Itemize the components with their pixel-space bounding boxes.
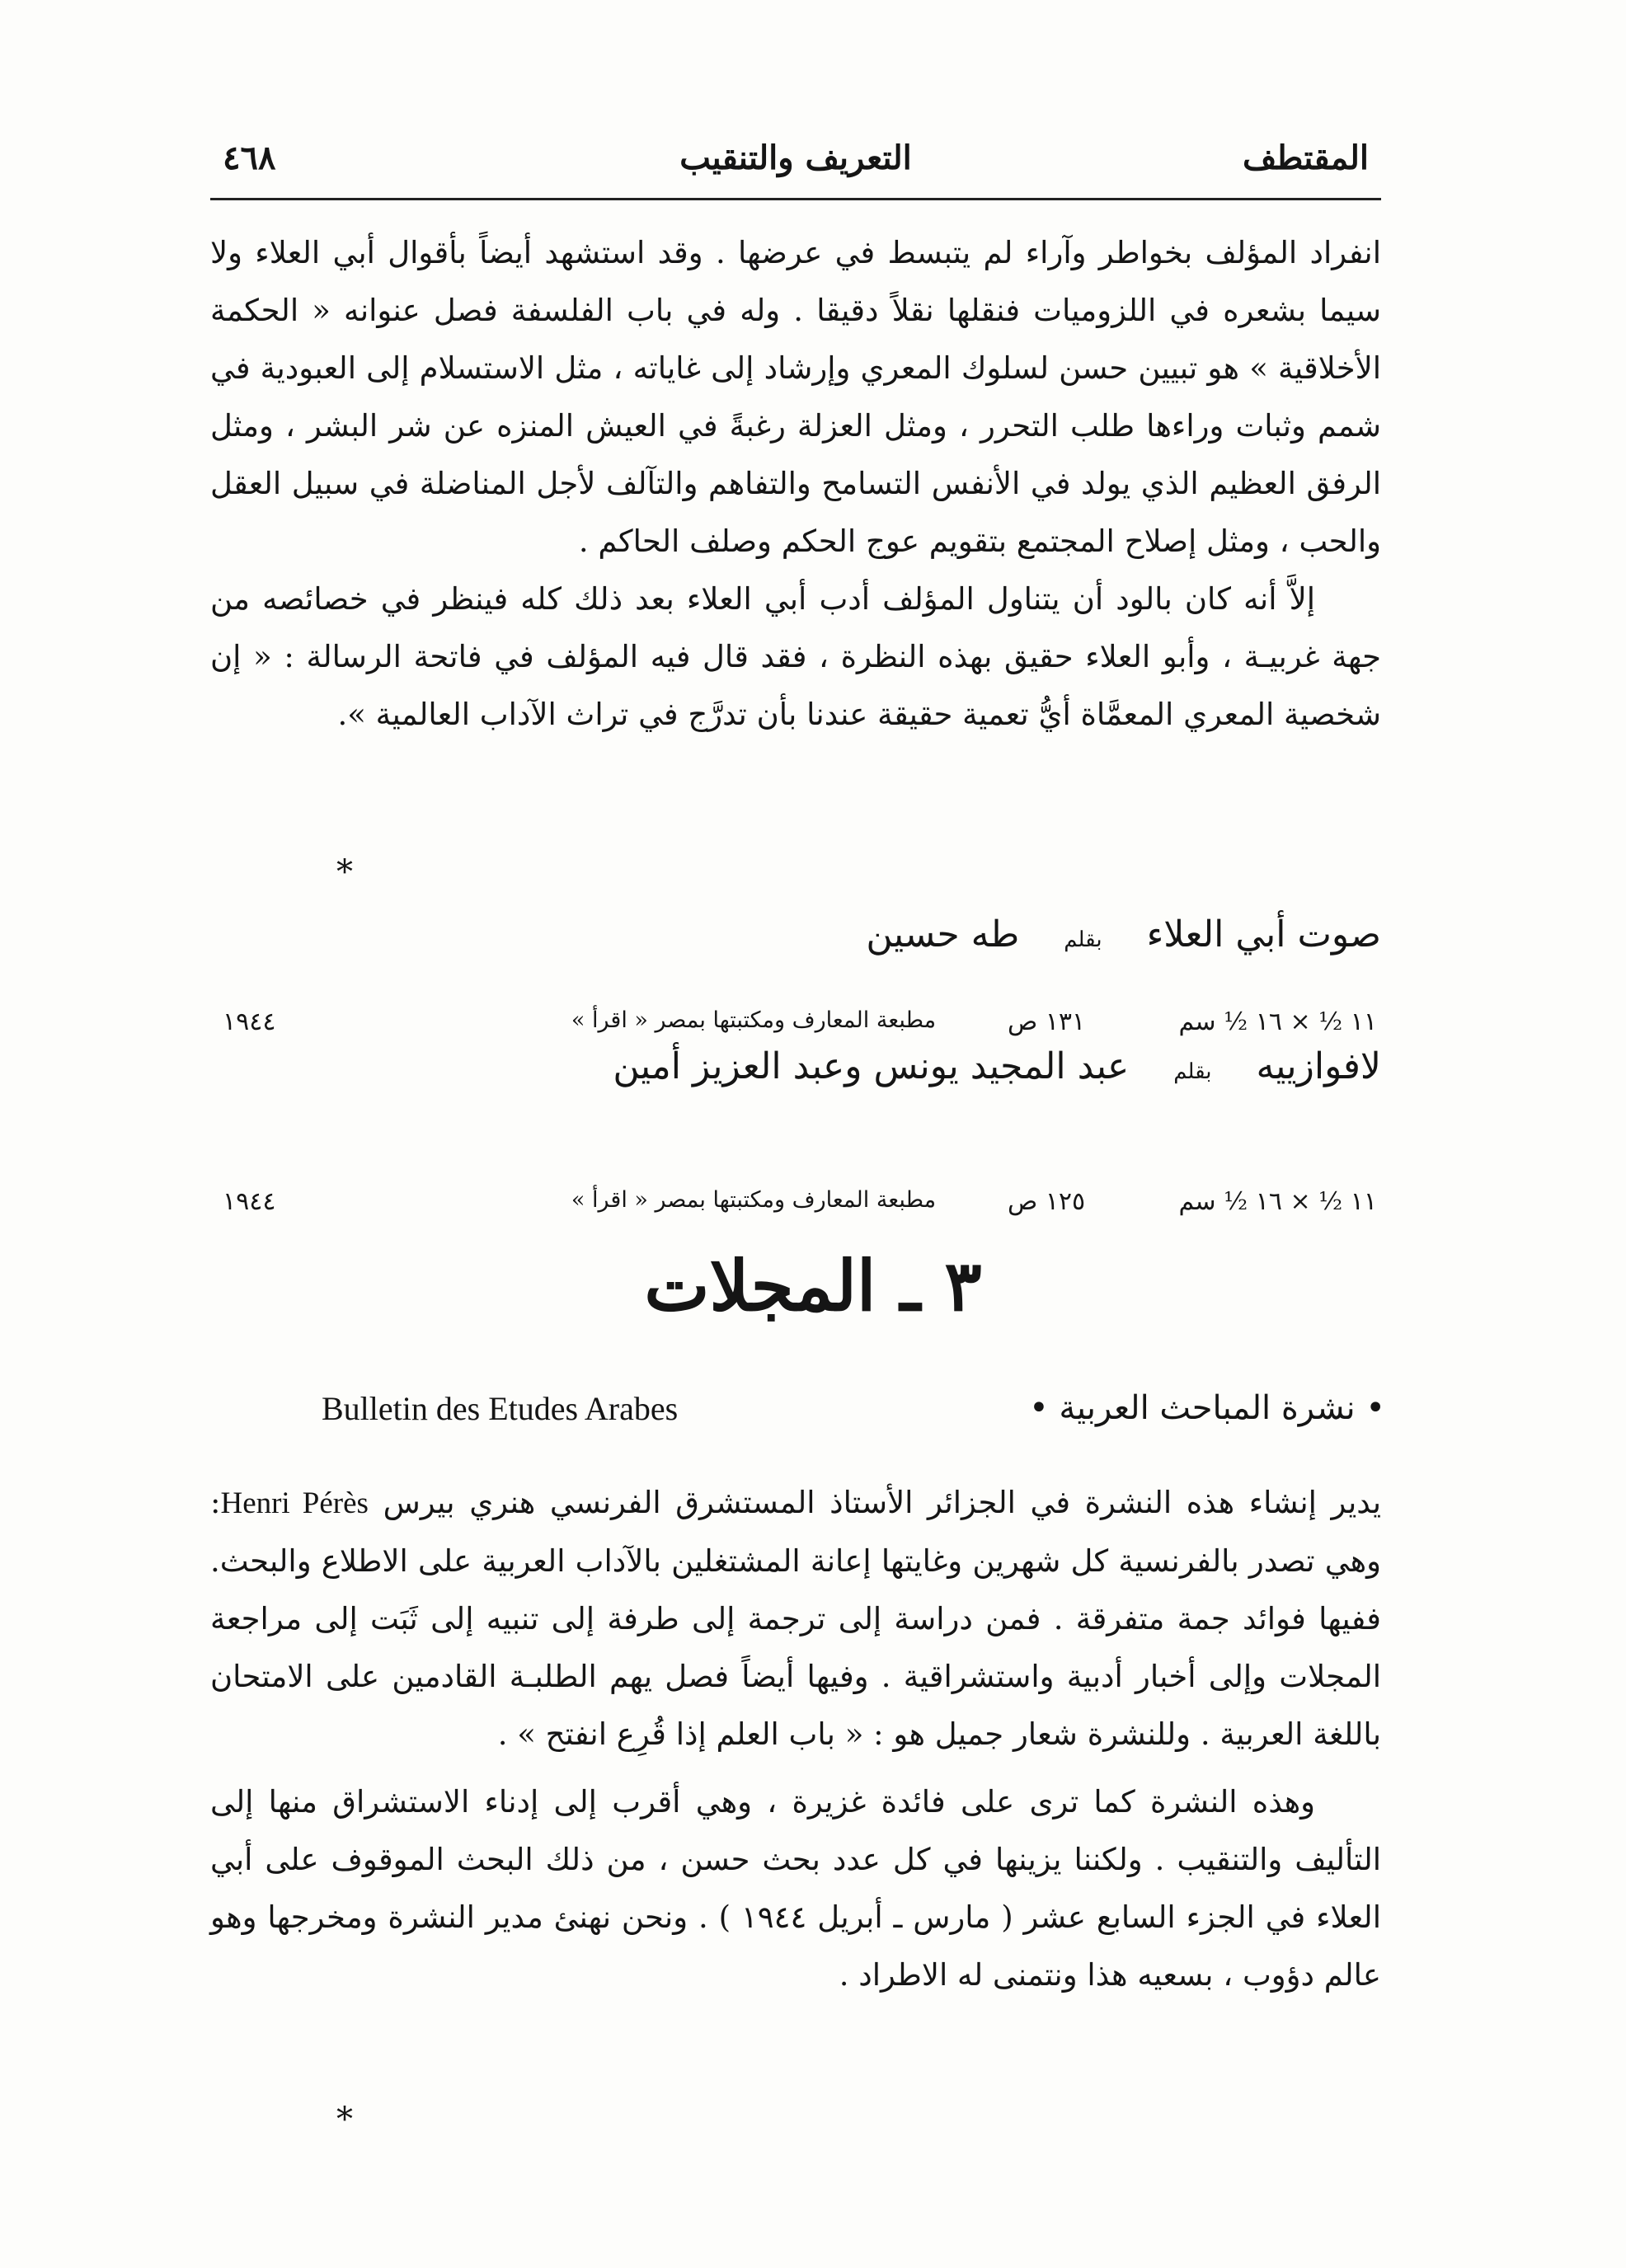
end-star: * [336,2101,353,2139]
section-title: ٣ ـ المجلات [644,1245,982,1327]
book-meta [223,1007,1377,1049]
review-text [210,224,1381,744]
paragraph: انفراد المؤلف بخواطر وآراء لم يتبسط في عرضها . وقد استشهد أيضاً بأقوال أبي العلاء ولا سيما بشعره في اللزوميات فنقلها نقلاً دقيقا . وله في باب الفلسفة فصل عنوانه « الحكمة الأخلاقية » هو تبيين حسن لسلوك المعري وإرشاد إلى غاياته ، مثل الاستسلام إلى العبودية في شمم وثبات وراءها طلب التحرر ، ومثل العزلة رغبةً في العيش المنزه عن شر البشر ، ومثل الرفق العظيم الذي يولد في الأنفس التسامح والتفاهم والتآلف لأجل المناضلة في سبيل العقل والحب ، ومثل إصلاح المجتمع بتقويم عوج الحكم وصلف الحاكم . [210,235,1381,559]
book-entry-title [210,1045,1381,1087]
book-size: ١١ ½ × ١٦ ½ سم [1178,1187,1377,1216]
book-pages: ١٣١ ص [1008,1007,1086,1036]
paragraph [210,1474,1381,1763]
paragraph: وهذه النشرة كما ترى على فائدة غزيرة ، وهي أقرب إلى إدناء الاستشراق منها إلى التأليف والتنقيب . ولكننا يزينها في كل عدد بحث حسن ، من ذلك البحث الموقوف على أبي العلاء في الجزء السابع عشر ( مارس ـ أبريل ١٩٤٤ ) . ونحن نهنئ مدير النشرة ومخرجها وهو عالم دؤوب ، بسعيه هذا ونتمنى له الاطراد . [210,1784,1381,1993]
book-year: ١٩٤٤ [223,1007,276,1036]
book-size: ١١ ½ × ١٦ ½ سم [1178,1007,1377,1036]
book-publisher: مطبعة المعارف ومكتبتها بمصر « اقرأ » [571,1187,937,1213]
book-author: عبد المجيد يونس وعبد العزيز أمين [613,1045,1130,1087]
journal-arabic-name: • نشرة المباحث العربية • [1029,1389,1385,1427]
book-pages: ١٢٥ ص [1008,1187,1086,1216]
book-title: صوت أبي العلاء [1146,913,1381,956]
journal-name: المقتطف [1243,139,1369,177]
page-number: ٤٦٨ [223,139,276,177]
by-label: بقلم [1064,927,1102,952]
book-publisher: مطبعة المعارف ومكتبتها بمصر « اقرأ » [571,1007,937,1033]
journal-french-name: Bulletin des Etudes Arabes [322,1390,679,1427]
running-header [206,139,1385,196]
book-meta [223,1187,1377,1228]
book-year: ١٩٤٤ [223,1187,276,1216]
separator-star: * [336,853,353,891]
book-title: لافوازييه [1256,1045,1381,1087]
paragraph-text: : وهي تصدر بالفرنسية كل شهرين وغايتها إعانة المشتغلين بالآداب العربية على الاطلاع والبحث. ففيها فوائد جمة متفرقة . فمن دراسة إلى ترجمة إلى طرفة إلى تنبيه إلى ثَبَت إلى مراجعة المجلات وإلى أخبار أدبية واستشراقية . وفيها أيضاً فصل يهم الطلبـة القادمين على الامتحان باللغة العربية . وللنشرة شعار جميل هو : « باب العلم إذا قُرِع انفتح » . [210,1485,1381,1752]
latin-name: Henri Pérès [220,1486,369,1520]
by-label: بقلم [1173,1059,1212,1084]
section-heading: التعريف والتنقيب [679,139,912,177]
paragraph: إلاَّ أنه كان بالود أن يتناول المؤلف أدب أبي العلاء بعد ذلك كله فينظر في خصائصه من جهة غربيـة ، وأبو العلاء حقيق بهذه النظرة ، فقد قال فيه المؤلف في فاتحة الرسالة : « إن شخصية المعري المعمَّاة أيُّ تعمية حقيقة عندنا بأن تدرَّج في تراث الآداب العالمية ». [210,581,1381,732]
header-rule [210,198,1381,200]
book-entry-title [210,913,1381,956]
paragraph-text: يدير إنشاء هذه النشرة في الجزائر الأستاذ المستشرق الفرنسي هنري بيرس [383,1485,1381,1520]
journal-text [210,1474,1381,2004]
book-author: طه حسين [866,913,1020,956]
journal-entry-title [322,1389,1385,1439]
